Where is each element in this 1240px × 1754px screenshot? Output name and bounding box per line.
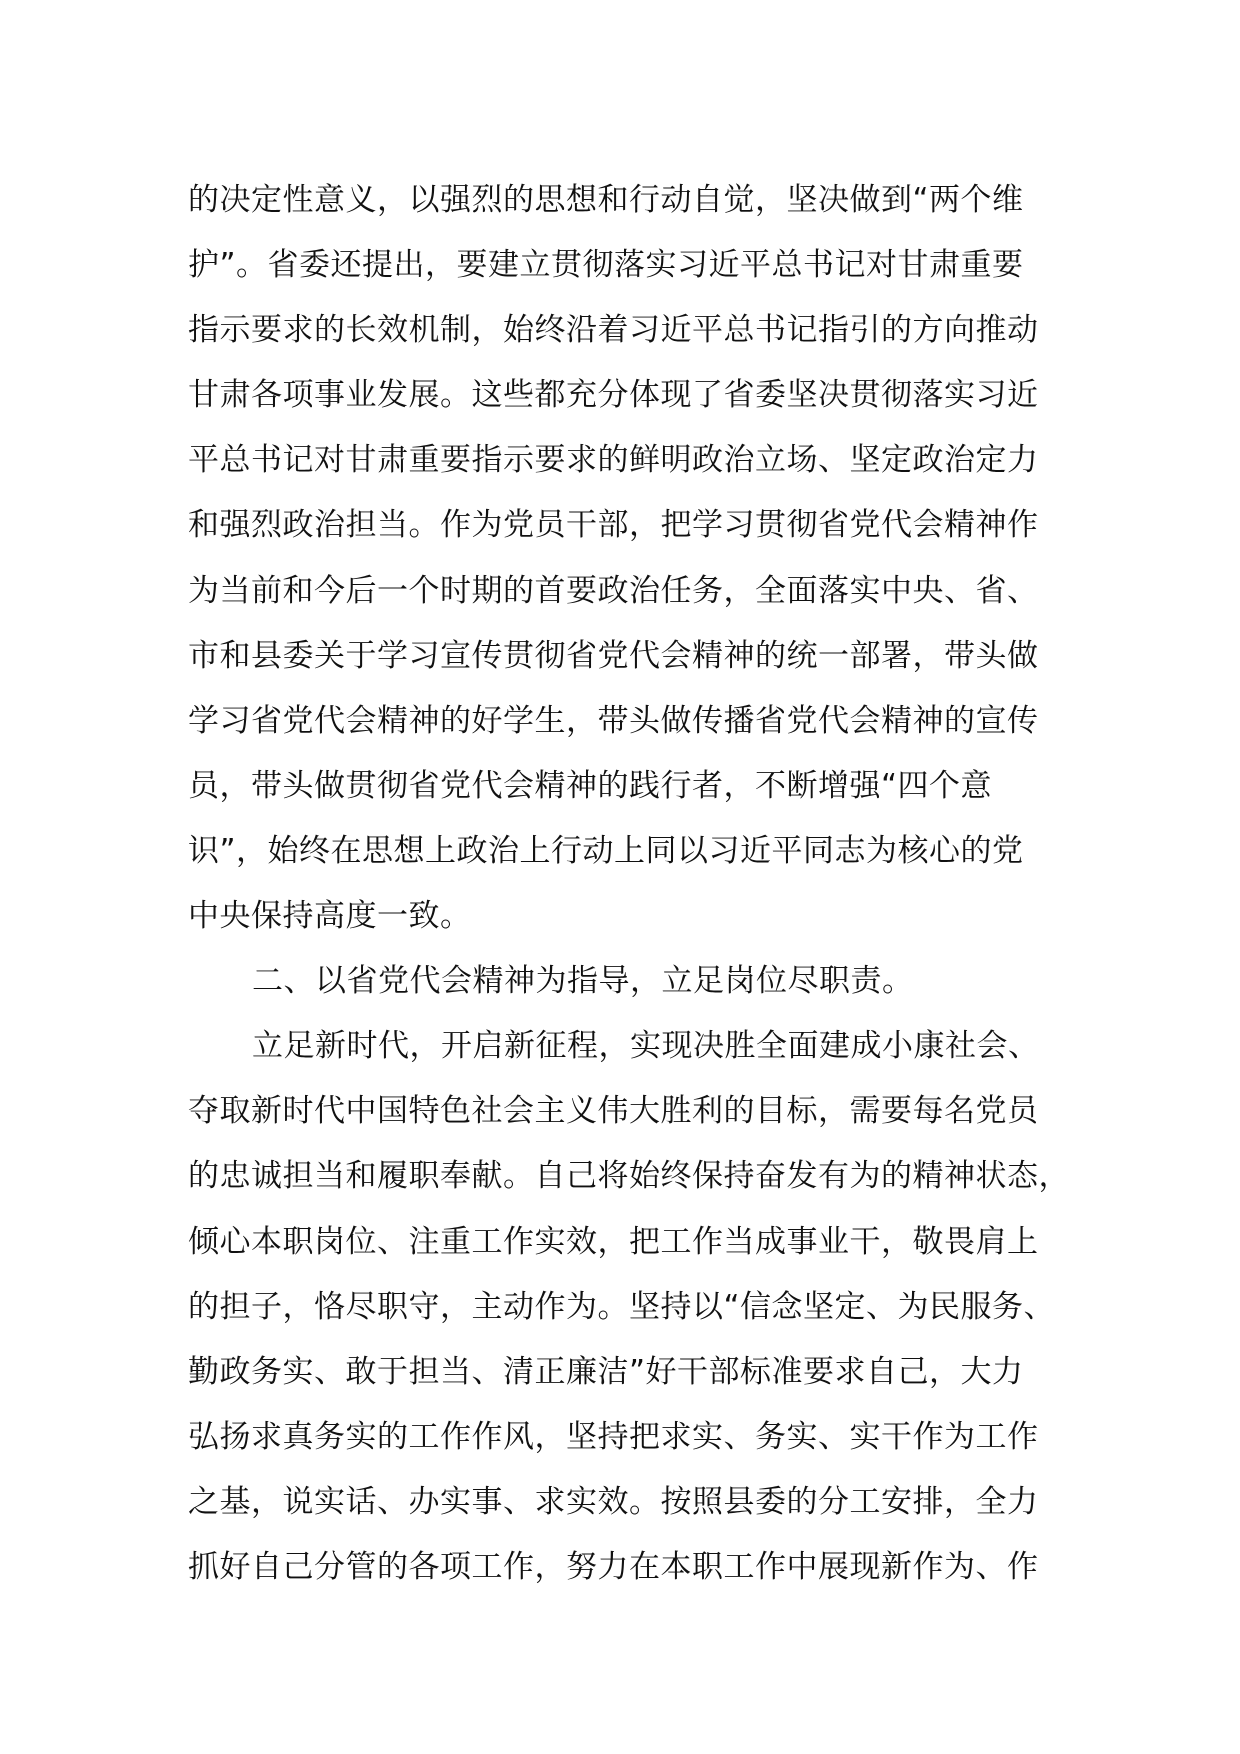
document-body [188,168,1088,1600]
text-line: 夺取新时代中国特色社会主义伟大胜利的目标，需要每名党员 [188,1093,1039,1130]
text-line: 护”。省委还提出，要建立贯彻落实习近平总书记对甘肃重要 [188,247,1024,284]
text-line: 中央保持高度一致。 [188,898,472,935]
text-line: 的决定性意义，以强烈的思想和行动自觉，坚决做到“两个维 [188,182,1024,218]
text-line: 抓好自己分管的各项工作，努力在本职工作中展现新作为、作 [188,1548,1039,1585]
section-heading: 二、以省党代会精神为指导，立足岗位尽职责。 [252,963,914,1000]
text-line: 倾心本职岗位、注重工作实效，把工作当成事业干，敬畏肩上 [188,1223,1039,1260]
text-line: 勤政务实、敢于担当、清正廉洁”好干部标准要求自己，大力 [188,1353,1024,1390]
text-line: 的担子，恪尽职守，主动作为。坚持以“信念坚定、为民服务、 [188,1288,1056,1325]
text-line: 指示要求的长效机制，始终沿着习近平总书记指引的方向推动 [188,312,1039,349]
text-line: 识”，始终在思想上政治上行动上同以习近平同志为核心的党 [188,832,1024,869]
text-line: 市和县委关于学习宣传贯彻省党代会精神的统一部署，带头做 [188,637,1039,674]
text-line: 之基，说实话、办实事、求实效。按照县委的分工安排，全力 [188,1483,1039,1520]
text-line: 学习省党代会精神的好学生，带头做传播省党代会精神的宣传 [188,702,1039,739]
text-line: 甘肃各项事业发展。这些都充分体现了省委坚决贯彻落实习近 [188,377,1039,414]
text-line: 为当前和今后一个时期的首要政治任务，全面落实中央、省、 [188,572,1039,609]
text-line: 的忠诚担当和履职奉献。自己将始终保持奋发有为的精神状态， [188,1158,1070,1195]
text-line: 立足新时代，开启新征程，实现决胜全面建成小康社会、 [252,1028,1040,1065]
text-line: 弘扬求真务实的工作作风，坚持把求实、务实、实干作为工作 [188,1418,1039,1455]
text-line: 平总书记对甘肃重要指示要求的鲜明政治立场、坚定政治定力 [188,442,1039,479]
text-line: 员，带头做贯彻省党代会精神的践行者，不断增强“四个意 [188,767,993,804]
text-line: 和强烈政治担当。作为党员干部，把学习贯彻省党代会精神作 [188,507,1039,544]
